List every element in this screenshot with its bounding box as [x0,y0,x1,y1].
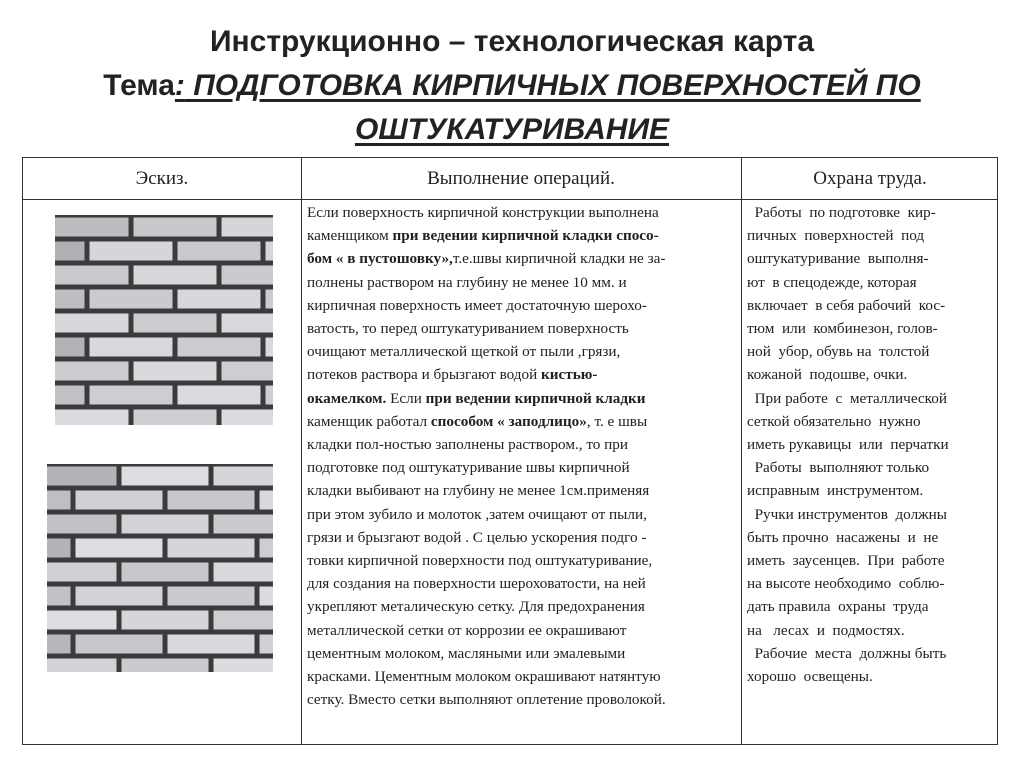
brick [55,314,129,333]
safety-line: сеткой обязательно нужно [747,412,921,430]
operations-line [307,224,666,247]
safety-line: тюм или комбинезон, голов- [747,320,938,338]
safety-line: быть прочно насажены и не [747,528,939,546]
safety-line: кожаной подошве, очки. [747,366,908,384]
brick [122,563,209,582]
brick [47,491,71,510]
brick [55,338,85,357]
operations-line [307,479,666,502]
topic-line-1 [0,66,1024,106]
brick [260,539,274,558]
brick [134,362,217,381]
safety-text [747,201,949,688]
text-run: красками. Цементным молоком окрашивают натянтую [307,668,661,686]
safety-line: дать правила охраны труда [747,598,929,616]
text-run: при этом зубило и молоток ,затем очищают от пыли, [307,505,647,523]
brick [47,635,71,654]
text-run: потеков раствора и брызгают водой [307,366,542,384]
text-run: металлической сетки от коррозии ее окрашивают [307,621,627,639]
brick [47,659,117,673]
brick [47,515,117,534]
brick [134,410,217,426]
text-run: укрепляют металическую сетку. Для предохранения [307,598,645,616]
topic-line-2 [0,110,1024,150]
safety-line: Работы по подготовке кир- [747,204,936,221]
safety-line: ной убор, обувь на толстой [747,343,930,361]
operations-line [307,433,666,456]
brick-wall-graphic [55,215,273,425]
topic-text-1: ПОДГОТОВКА КИРПИЧНЫХ ПОВЕРХНОСТЕЙ ПО [184,69,921,102]
brick [260,491,274,510]
brick [47,587,71,606]
operations-line [307,595,666,618]
brick [55,290,85,309]
brick [55,362,129,381]
brick [47,563,117,582]
brick [222,218,274,237]
text-run: полнены раствором на глубину не менее 10 мм. и [307,273,627,291]
text-run: очищают металлической щеткой от пыли ,грязи, [307,343,621,361]
safety-line: иметь рукавицы или перчатки [747,436,949,454]
text-run: ватость, то перед оштукатуриванием поверхность [307,320,629,338]
brick [222,266,274,285]
column-header-safety: Охрана труда. [813,168,927,189]
text-run: подготовке под оштукатуривание швы кирпичной [307,459,630,477]
safety-line: пичных поверхностей под [747,227,925,245]
brick [266,338,274,357]
brick [266,386,274,405]
operations-line [307,549,666,572]
column-divider [741,158,742,744]
brick [134,266,217,285]
operations-line [307,619,666,642]
text-run: Если поверхность кирпичной конструкции выполнена [307,204,659,221]
operations-line [307,642,666,665]
brick [214,563,274,582]
safety-line: хорошо освещены. [747,668,873,686]
brick [260,635,274,654]
brick-wall-graphic [47,464,273,672]
text-run: сетку. Вместо сетки выполняют оплетение проволокой. [307,691,666,709]
operations-line [307,247,666,270]
brick [266,290,274,309]
brick [55,410,129,426]
text-run: каменщиком [307,227,393,245]
operations-line [307,665,666,688]
text-run: грязи и брызгают водой . С целью ускорения подго - [307,528,647,546]
card-title: Инструкционно – технологическая карта [209,25,815,58]
brick [214,611,274,630]
instruction-table [22,157,998,745]
header-row-divider [23,199,997,200]
operations-text [307,201,666,711]
text-run: т.е.швы кирпичной кладки не за- [452,250,666,268]
emphasis-run: при ведении кирпичной кладки [425,389,646,407]
brick [168,539,255,558]
brick [178,242,261,261]
safety-line: исправным инструментом. [747,482,924,500]
text-run: Если [386,389,426,407]
operations-line [307,410,666,433]
brick [168,587,255,606]
operations-line [307,363,666,386]
safety-line: иметь заусенцев. При работе [747,552,945,570]
text-run: цементным молоком, масляными или эмалевыми [307,644,626,662]
brick [260,587,274,606]
emphasis-run: окамелком. [307,389,387,407]
safety-line: Работы выполняют только [747,459,930,477]
operations-line [307,503,666,526]
brick [178,290,261,309]
brick [134,314,217,333]
topic-colon: : [174,69,185,102]
brick [47,467,117,486]
operations-line [307,340,666,363]
safety-line: При работе с металлической [747,389,948,407]
column-divider [301,158,302,744]
safety-line: на лесах и подмостях. [747,621,905,639]
brick [90,338,173,357]
text-run: каменщик работал [307,412,431,430]
text-run: кирпичная поверхность имеет достаточную шерохо- [307,296,647,314]
text-run: , т. е швы [586,412,648,430]
operations-line [307,456,666,479]
column-header-operations: Выполнение операций. [427,168,615,189]
text-run: для создания на поверхности шероховатости, на ней [307,575,646,593]
emphasis-run: кистью- [541,366,598,384]
brick [90,386,173,405]
operations-line [307,688,666,711]
text-run: товки кирпичной поверхности под оштукатуривание, [307,552,653,570]
brick [76,491,163,510]
brick [122,467,209,486]
safety-line: Рабочие места должны быть [747,644,947,662]
brick [55,242,85,261]
brick [90,242,173,261]
brick-wall-image-2 [47,464,273,672]
brick [90,290,173,309]
operations-line [307,572,666,595]
brick [214,659,274,673]
brick [134,218,217,237]
brick [122,611,209,630]
brick [47,611,117,630]
column-header-sketch: Эскиз. [135,168,189,189]
brick [122,515,209,534]
brick [214,467,274,486]
topic-text-2: ОШТУКАТУРИВАНИЕ [354,113,670,146]
operations-line [307,387,666,410]
brick [76,587,163,606]
safety-line: Ручки инструментов должны [747,505,947,523]
brick [168,491,255,510]
operations-line [307,271,666,294]
brick [266,242,274,261]
emphasis-run: при ведении кирпичной кладки спосо- [392,227,659,245]
operations-line [307,317,666,340]
brick [178,386,261,405]
operations-line [307,526,666,549]
brick-wall-image-1 [55,215,273,425]
operations-line [307,294,666,317]
brick [214,515,274,534]
emphasis-run: бом « в пустошовку», [307,250,453,268]
text-run: кладки пол-ностью заполнены раствором., то при [307,436,629,454]
topic-prefix: Тема [103,69,175,102]
brick [168,635,255,654]
brick [222,314,274,333]
safety-line: на высоте необходимо соблю- [747,575,945,593]
text-run: кладки выбивают на глубину не менее 1см.применяя [307,482,650,500]
safety-line: оштукатуривание выполня- [747,250,929,268]
brick [55,386,85,405]
operations-line [307,201,666,224]
safety-line: ют в спецодежде, которая [747,273,917,291]
brick [76,539,163,558]
brick [55,218,129,237]
brick [178,338,261,357]
brick [47,539,71,558]
brick [122,659,209,673]
emphasis-run: способом « заподлицо» [430,412,587,430]
safety-line: включает в себя рабочий кос- [747,296,946,314]
brick [222,362,274,381]
brick [222,410,274,426]
brick [76,635,163,654]
brick [55,266,129,285]
